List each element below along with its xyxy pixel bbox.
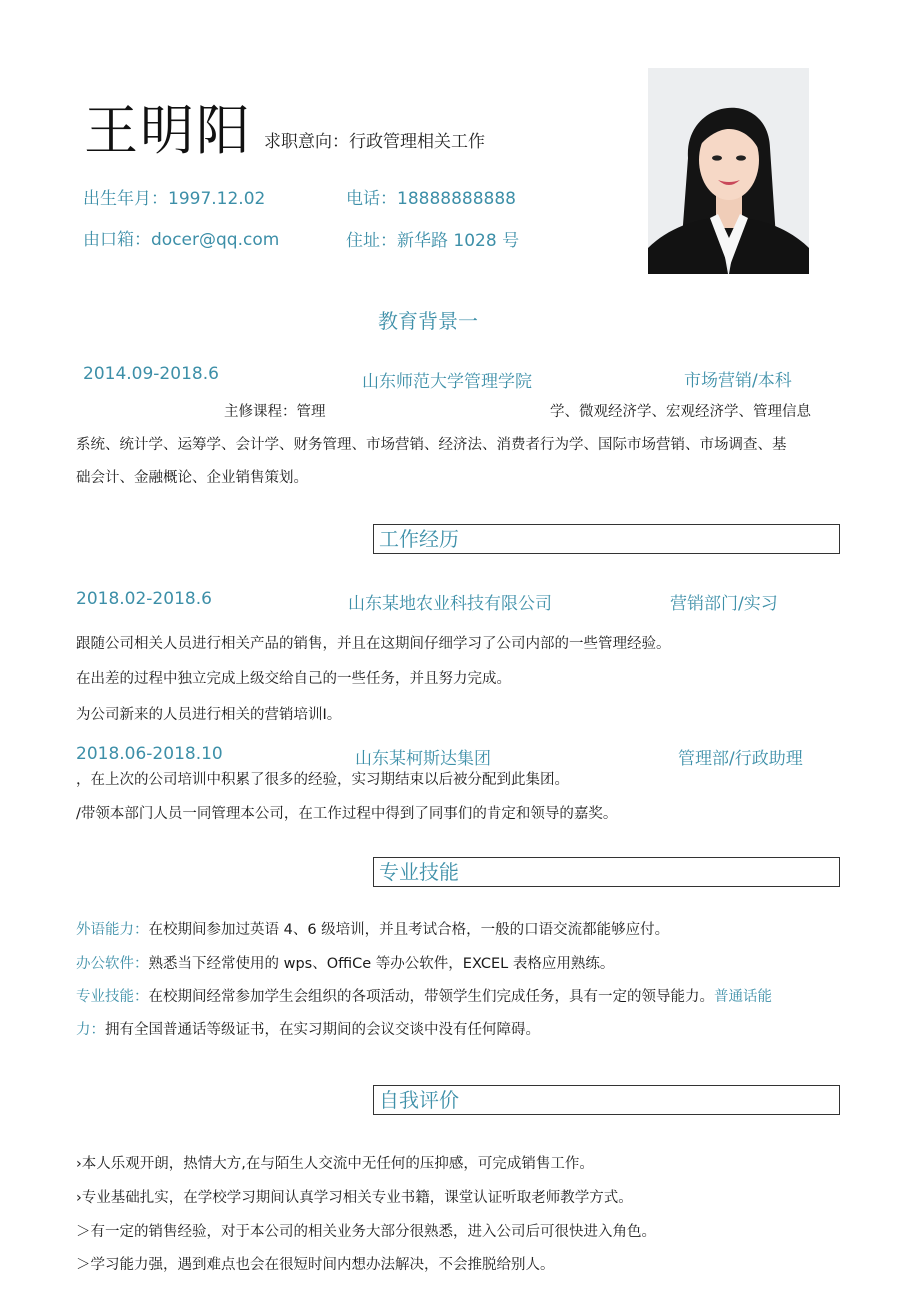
self-eval-line: ›本人乐观开朗，热情大方,在与陌生人交流中无任何的压抑感，可完成销售工作。 <box>76 1156 594 1172</box>
job1-company: 山东某地农业科技有限公司 <box>348 594 552 614</box>
skill-professional-text: 在校期间经常参加学生会组织的各项活动，带领学生们完成任务，具有一定的领导能力。 <box>148 989 714 1005</box>
job2-line: /带领本部门人员一同管理本公司，在工作过程中得到了同事们的肯定和领导的嘉奖。 <box>76 806 618 822</box>
job1-period: 2018.02-2018.6 <box>76 589 212 609</box>
job2-period: 2018.06-2018.10 <box>76 744 223 764</box>
skill-language-label: 外语能力： <box>76 922 149 938</box>
skill-language-text: 在校期间参加过英语 4、6 级培训，并且考试合格，一般的口语交流都能够应付。 <box>148 922 670 938</box>
edu-period: 2014.09-2018.6 <box>83 364 219 384</box>
skill-office <box>76 952 614 973</box>
edu-courses-line1a: 主修课程：管理 <box>224 404 326 420</box>
section-title-education: 教育背景一 <box>378 309 478 333</box>
address: 住址：新华路 1028 号 <box>346 231 520 251</box>
self-eval-line: ＞有一定的销售经验，对于本公司的相关业务大部分很熟悉，进入公司后可很快进入角色。 <box>76 1224 656 1240</box>
edu-courses-line3: 础会计、金融概论、企业销售策划。 <box>76 470 308 486</box>
birth-date: 出生年月：1997.12.02 <box>83 189 266 209</box>
skill-mandarin-label-part1: 普通话能 <box>714 989 772 1005</box>
self-eval-line: ›专业基础扎实，在学校学习期间认真学习相关专业书籍，课堂认证听取老师教学方式。 <box>76 1190 633 1206</box>
skill-mandarin <box>76 1018 540 1039</box>
job1-line: 为公司新来的人员进行相关的营销培训Ⅰ。 <box>76 707 342 723</box>
job1-line: 在出差的过程中独立完成上级交给自己的一些任务，并且努力完成。 <box>76 671 511 687</box>
job-intent-label: 求职意向： <box>264 132 349 152</box>
job-intent-value: 行政管理相关工作 <box>349 132 485 152</box>
section-box-skills <box>373 857 840 887</box>
edu-courses-line1b: 学、微观经济学、宏观经济学、管理信息 <box>550 404 811 420</box>
section-title-self-eval: 自我评价 <box>379 1088 459 1112</box>
skill-professional <box>76 985 772 1006</box>
edu-school: 山东师范大学管理学院 <box>362 372 532 392</box>
job2-company: 山东某柯斯达集团 <box>355 749 491 769</box>
candidate-name: 王明阳 <box>84 99 252 162</box>
job2-line: ，在上次的公司培训中积累了很多的经验，实习期结束以后被分配到此集团。 <box>76 772 569 788</box>
job-intent <box>264 127 485 152</box>
job2-role: 管理部/行政助理 <box>678 749 803 769</box>
email: 由口箱：docer@qq.com <box>83 230 280 250</box>
skill-professional-label: 专业技能： <box>76 989 149 1005</box>
skill-office-text: 熟悉当下经常使用的 wps、OffiCe 等办公软件，EXCEL 表格应用熟练。 <box>148 956 615 972</box>
section-box-work <box>373 524 840 554</box>
edu-courses-line2: 系统、统计学、运筹学、会计学、财务管理、市场营销、经济法、消费者行为学、国际市场营销、市场调查、基 <box>76 437 787 453</box>
skill-mandarin-label-part2: 力： <box>76 1022 105 1038</box>
job1-role: 营销部门/实习 <box>670 594 778 614</box>
skill-language <box>76 918 669 939</box>
portrait-image <box>648 68 809 274</box>
phone: 电话：18888888888 <box>346 189 516 209</box>
skill-office-label: 办公软件： <box>76 956 149 972</box>
job1-line: 跟随公司相关人员进行相关产品的销售，并且在这期间仔细学习了公司内部的一些管理经验。 <box>76 636 671 652</box>
section-box-self-eval <box>373 1085 840 1115</box>
self-eval-line: ＞学习能力强，遇到难点也会在很短时间内想办法解决，不会推脱给别人。 <box>76 1257 555 1273</box>
edu-major: 市场营销/本科 <box>684 371 792 391</box>
section-title-skills: 专业技能 <box>379 860 459 884</box>
section-title-work: 工作经历 <box>379 527 459 551</box>
profile-photo <box>648 68 809 274</box>
skill-mandarin-text: 拥有全国普通话等级证书，在实习期间的会议交谈中没有任何障碍。 <box>105 1022 540 1038</box>
